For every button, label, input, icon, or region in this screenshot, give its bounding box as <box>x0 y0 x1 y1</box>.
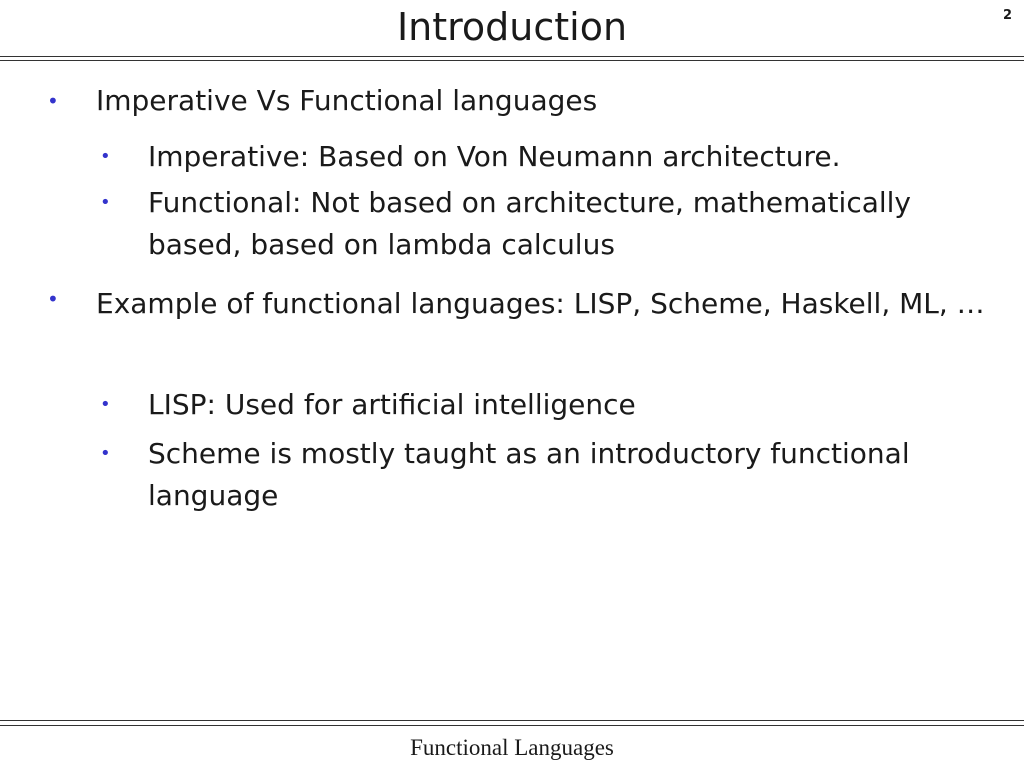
bullet-marker: • <box>47 89 59 113</box>
footer-rule-bottom <box>0 725 1024 726</box>
bullet-text: Example of functional languages: LISP, Scheme, Haskell, ML, … <box>96 287 985 320</box>
header-rule-bottom <box>0 60 1024 61</box>
slide-number: 2 <box>1002 8 1012 23</box>
bullet-text: Functional: Not based on architecture, mathematically based, based on lambda calculus <box>148 186 911 261</box>
bullet-text: Scheme is mostly taught as an introductory functional language <box>148 437 910 512</box>
footer-text: Functional Languages <box>410 735 614 760</box>
header-rule-top <box>0 56 1024 57</box>
bullet-marker: • <box>100 146 111 167</box>
slide-title: Introduction <box>396 5 628 49</box>
bullet-marker: • <box>47 287 59 311</box>
bullet-marker: • <box>100 394 111 415</box>
bullet-text: Imperative Vs Functional languages <box>96 84 598 117</box>
footer-rule-top <box>0 720 1024 721</box>
bullet-marker: • <box>100 192 111 213</box>
bullet-marker: • <box>100 443 111 464</box>
bullet-text: Imperative: Based on Von Neumann architecture. <box>148 140 841 173</box>
bullet-text: LISP: Used for artificial intelligence <box>148 388 636 421</box>
